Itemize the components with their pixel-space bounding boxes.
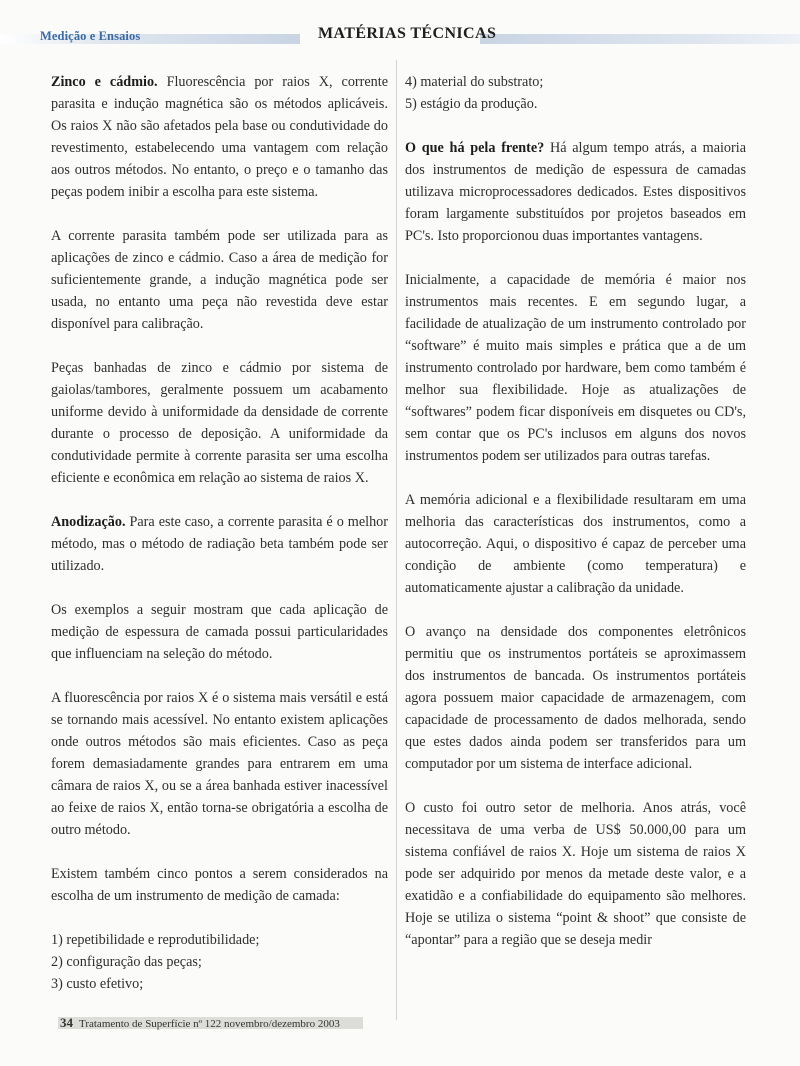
list-item: 2) configuração das peças; <box>51 954 202 970</box>
page-header-title: MATÉRIAS TÉCNICAS <box>318 25 497 42</box>
paragraph-body: Fluorescência por raios X, corrente parasita e indução magnética são os métodos aplicáveis. Os raios X não são afetados pela base ou condutividade do revestimento, estabelecendo uma vantagem com relação aos outros métodos. No entanto, o preço e o tamanho das peças podem inibir a escolha para este sistema. <box>51 74 388 200</box>
right-column <box>405 71 746 951</box>
paragraph-lead: Zinco e cádmio. <box>51 74 158 90</box>
paragraph-body: Há algum tempo atrás, a maioria dos instrumentos de medição de espessura de camadas utilizava microprocessadores dedicados. Estes dispositivos foram largamente substituídos por projetos baseados em PC's. Isto proporcionou duas importantes vantagens. <box>405 140 746 244</box>
paragraph-zinc-cadmium <box>51 71 388 203</box>
section-label: Medição e Ensaios <box>40 29 141 43</box>
list-item: 5) estágio da produção. <box>405 96 538 112</box>
paragraph: Existem também cinco pontos a serem considerados na escolha de um instrumento de medição de camada: <box>51 866 388 904</box>
paragraph: Inicialmente, a capacidade de memória é maior nos instrumentos mais recentes. E em segundo lugar, a facilidade de atualização de um instrumento controlado por “software” é muito mais simples e prática que a de um instrumento controlado por hardware, bem como também é melhor sua flexibilidade. Hoje as atualizações de “softwares” podem ficar disponíveis em disquetes ou CD's, sem contar que os PC's inclusos em alguns dos novos instrumentos podem ser utilizados para outras tarefas. <box>405 272 746 464</box>
list-item: 1) repetibilidade e reprodutibilidade; <box>51 932 260 948</box>
paragraph-lead: Anodização. <box>51 514 126 530</box>
paragraph-anodization <box>51 511 388 577</box>
paragraph: A fluorescência por raios X é o sistema mais versátil e está se tornando mais acessível. No entanto existem aplicações onde outros métodos são mais eficientes. Caso as peça forem demasiadamente grandes para entrarem em uma câmara de raios X, ou se a área banhada estiver inacessível ao feixe de raios X, então torna-se obrigatória a escolha de outro método. <box>51 690 388 838</box>
paragraph-body: Para este caso, a corrente parasita é o melhor método, mas o método de radiação beta também pode ser utilizado. <box>51 514 388 574</box>
list-item: 3) custo efetivo; <box>51 976 144 992</box>
footer <box>60 1015 340 1031</box>
header-rule-right <box>480 34 800 44</box>
publication-info: Tratamento de Superfície nº 122 novembro/dezembro 2003 <box>79 1018 340 1030</box>
page-number: 34 <box>60 1015 73 1030</box>
paragraph: O custo foi outro setor de melhoria. Anos atrás, você necessitava de uma verba de US$ 50.000,00 para um sistema confiável de raios X. Hoje um sistema de raios X pode ser adquirido por menos da metade deste valor, e a exatidão e a confiabilidade do equipamento são melhores. Hoje se utiliza o sistema “point & shoot” que consiste de “apontar” para a região que se deseja medir <box>405 800 746 948</box>
paragraph-whats-ahead <box>405 137 746 247</box>
left-column <box>51 71 388 995</box>
list-item: 4) material do substrato; <box>405 74 544 90</box>
column-divider <box>396 60 397 1020</box>
paragraph: A corrente parasita também pode ser utilizada para as aplicações de zinco e cádmio. Caso a área de medição for suficientemente grande, a indução magnética pode ser usada, no entanto uma peça não revestida deve estar disponível para calibração. <box>51 228 388 332</box>
paragraph: A memória adicional e a flexibilidade resultaram em uma melhoria das características dos instrumentos, como a autocorreção. Aqui, o dispositivo é capaz de perceber uma condição de ambiente (como temperatura) e automaticamente ajustar a calibração da unidade. <box>405 492 746 596</box>
paragraph-lead: O que há pela frente? <box>405 140 545 156</box>
paragraph: Peças banhadas de zinco e cádmio por sistema de gaiolas/tambores, geralmente possuem um acabamento uniforme devido à uniformidade da densidade de corrente durante o processo de deposição. A uniformidade da condutividade permite à corrente parasita ser uma escolha eficiente e econômica em relação ao sistema de raios X. <box>51 360 388 486</box>
paragraph: Os exemplos a seguir mostram que cada aplicação de medição de espessura de camada possui particularidades que influenciam na seleção do método. <box>51 602 388 662</box>
paragraph: O avanço na densidade dos componentes eletrônicos permitiu que os instrumentos portáteis se aproximassem dos instrumentos de bancada. Os instrumentos portáteis agora possuem maior capacidade de armazenagem, com capacidade de processamento de dados melhorada, sendo que estes dados ainda podem ser transferidos para um computador por um sistema de interface adicional. <box>405 624 746 772</box>
